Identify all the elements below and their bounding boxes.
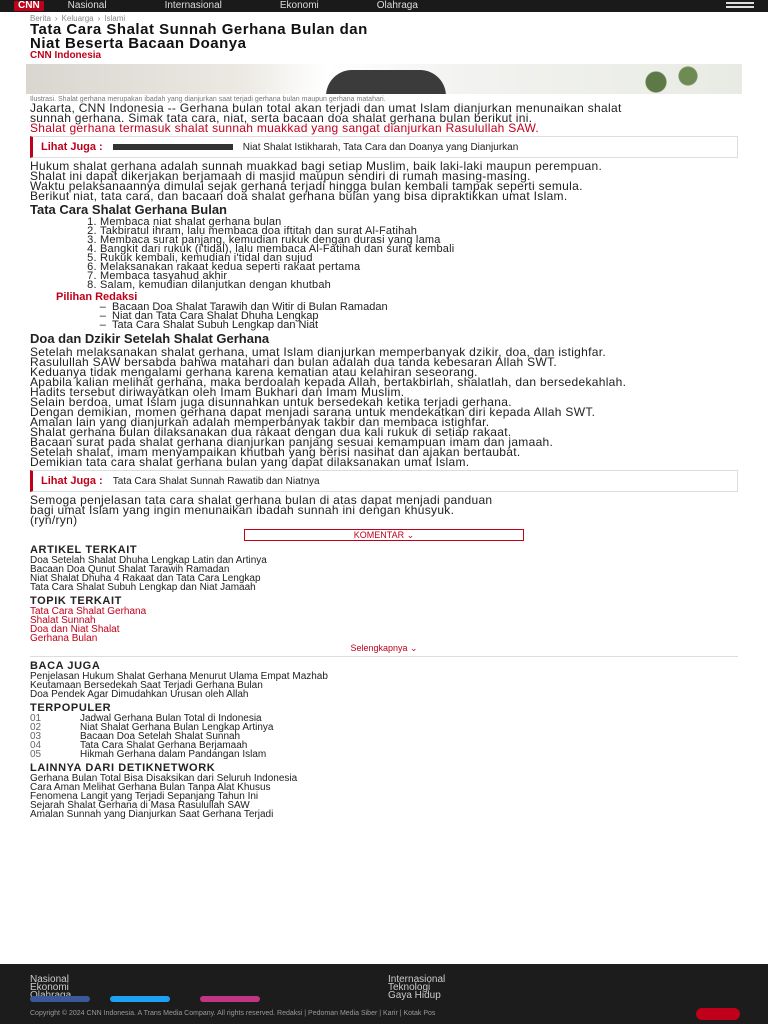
related-article-link[interactable]: Bacaan Doa Qunut Shalat Tarawih Ramadan [30,564,230,575]
baca-juga-heading: BACA JUGA [30,660,101,672]
hero-image [26,64,742,94]
outro-paragraph: bagi umat Islam yang ingin menunaikan ibadah sunnah ini dengan khusyuk. [30,503,455,517]
body-paragraph: Hukum shalat gerhana adalah sunnah muakkad bagi setiap Muslim, baik laki-laki maupun perempuan. [30,159,603,173]
body-paragraph: Rasulullah SAW bersabda bahwa matahari dan bulan adalah dua tanda kebesaran Allah SWT. [30,355,558,369]
network-link[interactable]: Amalan Sunnah yang Dianjurkan Saat Gerhana Terjadi [30,809,274,820]
related-link-text[interactable]: Tata Cara Shalat Sunnah Rawatib dan Niatnya [112,475,320,487]
related-link-text[interactable]: Niat Shalat Istikharah, Tata Cara dan Doanya yang Dianjurkan [242,141,519,153]
copyright-text: Copyright © 2024 CNN Indonesia. A Trans Media Company. All rights reserved. Redaksi | Pedoman Media Siber | Karir | Kotak Pos [30,1010,436,1017]
body-paragraph: Shalat gerhana bulan dilaksanakan dua rakaat dengan dua kali rukuk di setiap rakaat. [30,425,512,439]
popular-item[interactable]: 03 Bacaan Doa Setelah Shalat Sunnah [30,731,241,742]
popular-item[interactable]: 04 Tata Cara Shalat Gerhana Berjamaah [30,740,248,751]
breadcrumb-item[interactable]: Keluarga [61,14,94,23]
baca-juga-list [30,672,738,699]
related-thumbnail [113,144,233,150]
footer-link[interactable]: Teknologi [388,982,431,993]
site-footer [0,964,768,1024]
pilihan-link[interactable]: – Tata Cara Shalat Subuh Lengkap dan Niat [112,321,738,330]
nav-internasional[interactable]: Internasional [164,0,222,11]
social-links [30,996,260,1002]
article-title: Tata Cara Shalat Sunnah Gerhana Bulan dan Niat Beserta Bacaan Doanya [30,21,368,52]
step-item: 7. Membaca tasyahud akhir [100,272,738,281]
intro-paragraph-highlight: Shalat gerhana termasuk shalat sunnah muakkad yang sangat dianjurkan Rasulullah SAW. [30,121,540,135]
body-paragraph: Selain berdoa, umat Islam juga disunnahkan untuk bersedekah ketika terjadi gerhana. [30,395,512,409]
section-heading: Doa dan Dzikir Setelah Shalat Gerhana [30,331,270,346]
body-paragraph: Setelah shalat, imam menyampaikan khutbah yang berisi nasihat dan ajakan bertaubat. [30,445,521,459]
outro-paragraph: Semoga penjelasan tata cara shalat gerhana bulan di atas dapat menjadi panduan [30,493,493,507]
topic-tag[interactable]: Gerhana Bulan [30,633,98,644]
footer-link[interactable]: Nasional [30,974,69,985]
baca-juga-link[interactable]: Penjelasan Hukum Shalat Gerhana Menurut Ulama Empat Mazhab [30,671,328,682]
step-item: 4. Bangkit dari rukuk (i'tidal), lalu membaca Al-Fatihah dan surat kembali [100,245,738,254]
body-paragraph: Bacaan surat pada shalat gerhana dianjurkan panjang sesuai kemampuan imam dan jamaah. [30,435,554,449]
step-item: 2. Takbiratul ihram, lalu membaca doa iftitah dan surat Al-Fatihah [100,227,738,236]
lainnya-heading: LAINNYA DARI DETIKNETWORK [30,762,216,774]
terpopuler-heading: TERPOPULER [30,702,112,714]
breadcrumb: Berita › Keluarga › Islami [30,14,126,23]
baca-juga-link[interactable]: Keutamaan Bersedekah Saat Terjadi Gerhana Bulan [30,680,263,691]
body-paragraph: Amalan lain yang dianjurkan adalah memperbanyak takbir dan membaca istighfar. [30,415,490,429]
artikel-terkait-list [30,556,738,592]
step-item: 1. Membaca niat shalat gerhana bulan [100,218,738,227]
breadcrumb-item[interactable]: Berita [30,14,51,23]
main-nav [68,0,476,12]
step-item: 5. Rukuk kembali, kemudian i'tidal dan sujud [100,254,738,263]
popular-item[interactable]: 05 Hikmah Gerhana dalam Pandangan Islam [30,749,267,760]
nav-ekonomi[interactable]: Ekonomi [279,0,319,11]
lainnya-list [30,774,738,819]
related-label: Lihat Juga : [41,141,103,153]
cnn-logo[interactable]: CNN [14,1,44,11]
body-paragraph: Berikut niat, tata cara, dan bacaan doa shalat gerhana bulan yang bisa dipraktikkan umat Islam. [30,189,568,203]
footer-link[interactable]: Gaya Hidup [388,990,441,1001]
steps-list [30,218,738,290]
body-paragraph: Setelah melaksanakan shalat gerhana, umat Islam dianjurkan memperbanyak dzikir, doa, dan istighfar. [30,345,607,359]
baca-juga-link[interactable]: Doa Pendek Agar Dimudahkan Urusan oleh Allah [30,689,249,700]
intro-paragraph: Jakarta, CNN Indonesia -- Gerhana bulan total akan terjadi dan umat Islam dianjurkan menunaikan shalat [30,101,622,115]
author-initials: (ryn/ryn) [30,513,78,527]
section-heading: Tata Cara Shalat Gerhana Bulan [30,202,227,217]
terpopuler-list [30,714,738,759]
hamburger-menu-icon[interactable] [726,2,754,10]
body-paragraph: Apabila kalian melihat gerhana, maka berdoalah kepada Allah, bertakbirlah, shalatlah, dan bersedekahlah. [30,375,627,389]
step-item: 8. Salam, kemudian dilanjutkan dengan khutbah [100,281,738,290]
network-link[interactable]: Gerhana Bulan Total Bisa Disaksikan dari Seluruh Indonesia [30,773,298,784]
network-link[interactable]: Fenomena Langit yang Terjadi Sepanjang Tahun Ini [30,791,259,802]
pilihan-redaksi [56,292,738,330]
artikel-terkait-heading: ARTIKEL TERKAIT [30,544,138,556]
twitter-icon[interactable] [110,996,170,1002]
popular-item[interactable]: 01 Jadwal Gerhana Bulan Total di Indonesia [30,713,262,724]
related-article-link[interactable]: Tata Cara Shalat Subuh Lengkap dan Niat Jamaah [30,582,256,593]
footer-link[interactable]: Ekonomi [30,982,69,993]
image-caption: Ilustrasi. Shalat gerhana merupakan ibadah yang dianjurkan saat terjadi gerhana bulan maupun gerhana matahari. [30,96,386,103]
body-paragraph: Hadits tersebut diriwayatkan oleh Imam Bukhari dan Imam Muslim. [30,385,405,399]
floating-action-button[interactable] [696,1008,740,1020]
footer-col-2 [388,976,445,1000]
step-item: 3. Membaca surat panjang, kemudian rukuk dengan durasi yang lama [100,236,738,245]
article-source: CNN Indonesia [30,50,102,61]
topik-terkait-list [30,607,738,643]
pilihan-link[interactable]: – Bacaan Doa Shalat Tarawih dan Witir di Bulan Ramadan [112,303,738,312]
topik-terkait-heading: TOPIK TERKAIT [30,595,122,607]
footer-link[interactable]: Internasional [388,974,446,985]
intro-paragraph: sunnah gerhana. Simak tata cara, niat, serta bacaan doa shalat gerhana bulan berikut ini. [30,111,533,125]
related-article-link[interactable]: Niat Shalat Dhuha 4 Rakaat dan Tata Cara Lengkap [30,573,261,584]
network-link[interactable]: Sejarah Shalat Gerhana di Masa Rasulullah SAW [30,800,250,811]
related-link-box[interactable] [30,470,738,492]
body-paragraph: Dengan demikian, momen gerhana dapat menjadi sarana untuk mendekatkan diri kepada Allah SWT. [30,405,596,419]
related-article-link[interactable]: Doa Setelah Shalat Dhuha Lengkap Latin dan Artinya [30,555,267,566]
nav-nasional[interactable]: Nasional [67,0,107,11]
pilihan-title: Pilihan Redaksi [56,291,138,303]
topic-tag[interactable]: Tata Cara Shalat Gerhana [30,606,147,617]
comment-button[interactable]: KOMENTAR ⌄ [244,529,524,541]
more-topics-link[interactable]: Selengkapnya ⌄ [30,643,738,657]
body-paragraph: Waktu pelaksanaannya dimulai sejak gerhana terjadi hingga bulan kembali tampak seperti semula. [30,179,583,193]
network-link[interactable]: Cara Aman Melihat Gerhana Bulan Tanpa Alat Khusus [30,782,271,793]
body-paragraph: Keduanya tidak mengalami gerhana karena kematian atau kelahiran seseorang. [30,365,478,379]
instagram-icon[interactable] [200,996,260,1002]
facebook-icon[interactable] [30,996,90,1002]
pilihan-link[interactable]: – Niat dan Tata Cara Shalat Dhuha Lengkap [112,312,738,321]
topic-tag[interactable]: Doa dan Niat Shalat [30,624,120,635]
body-paragraph: Shalat ini dapat dikerjakan berjamaah di masjid maupun sendiri di rumah masing-masing. [30,169,531,183]
breadcrumb-item[interactable]: Islami [104,14,126,23]
step-item: 6. Melaksanakan rakaat kedua seperti rakaat pertama [100,263,738,272]
topic-tag[interactable]: Shalat Sunnah [30,615,96,626]
body-paragraph: Demikian tata cara shalat gerhana bulan yang dapat dilaksanakan umat Islam. [30,455,470,469]
related-link-box[interactable] [30,136,738,158]
top-navbar [0,0,768,12]
nav-olahraga[interactable]: Olahraga [376,0,418,11]
related-label: Lihat Juga : [41,475,103,487]
popular-item[interactable]: 02 Niat Shalat Gerhana Bulan Lengkap Artinya [30,722,274,733]
